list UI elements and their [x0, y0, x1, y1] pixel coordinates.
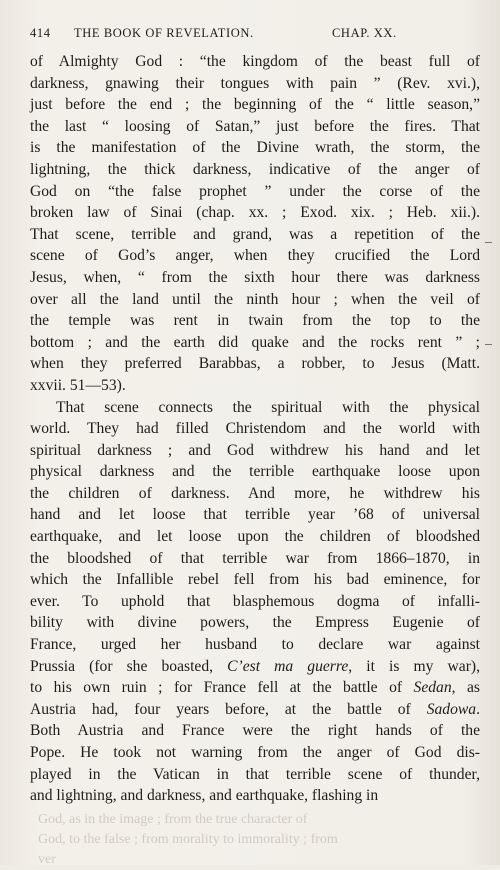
text-line: world. They had filled Christendom and the world with: [30, 420, 480, 438]
text-line: is the manifestation of the Divine wrath, the storm, the: [30, 139, 480, 157]
show-through-text: [38, 810, 458, 870]
show-through-line: ver: [38, 852, 56, 867]
text-line: when they preferred Barabbas, a robber, to Jesus (Matt.: [30, 355, 480, 373]
text-line: ever. To uphold that blasphemous dogma of infalli-: [30, 592, 480, 610]
text-line: lightning, the thick darkness, indicative of the anger of: [30, 160, 480, 178]
chapter-label: CHAP. XX.: [332, 26, 397, 40]
text-line: broken law of Sinai (chap. xx. ; Exod. xix. ; Heb. xii.).: [30, 204, 480, 222]
text-line: played in the Vatican in that terrible scene of thunder,: [30, 765, 480, 783]
page-body-text: [30, 51, 480, 807]
text-line: Pope. He took not warning from the anger of God dis-: [30, 744, 480, 761]
text-line: and lightning, and darkness, and earthquake, flashing in: [30, 787, 379, 805]
text-line: the children of darkness. And more, he withdrew his: [30, 484, 480, 502]
text-line: bility with divine powers, the Empress Eugenie of: [30, 614, 480, 632]
text-line: physical darkness and the terrible earthquake loose upon: [30, 463, 480, 481]
text-line: France, urged her husband to declare war against: [30, 636, 480, 654]
text-line: spiritual darkness ; and God withdrew his hand and let: [30, 441, 480, 459]
text-line: darkness, gnawing their tongues with pain ” (Rev. xvi.),: [30, 74, 480, 92]
running-header: [30, 26, 470, 44]
text-line: which the Infallible rebel fell from his bad eminence, for: [30, 571, 480, 589]
text-line: the temple was rent in twain from the top to the: [30, 312, 480, 330]
text-line: Austria had, four years before, at the battle of Sadowa.: [30, 700, 480, 718]
text-line: That scene connects the spiritual with the physical: [56, 398, 480, 416]
text-line: God on “the false prophet ” under the corse of the: [30, 182, 480, 200]
text-line: the bloodshed of that terrible war from 1866–1870, in: [30, 549, 480, 567]
paragraph: [30, 51, 480, 397]
text-line: Jesus, when, “ from the sixth hour there was darkness: [30, 268, 480, 286]
text-line: xxvii. 51—53).: [30, 376, 126, 394]
text-line: of Almighty God : “the kingdom of the beast full of: [30, 53, 480, 70]
show-through-line: God, as in the image ; from the true character of: [38, 812, 308, 827]
paragraph: [30, 397, 480, 807]
text-line: bottom ; and the earth did quake and the rocks rent ” ;: [30, 333, 480, 351]
book-title: THE BOOK OF REVELATION.: [74, 26, 254, 40]
margin-mark: [485, 242, 492, 243]
text-line: the last “ loosing of Satan,” just before the fires. That: [30, 117, 480, 135]
text-line: over all the land until the ninth hour ; when the veil of: [30, 290, 480, 308]
text-line: hand and let loose that terrible year ’68 of universal: [30, 506, 480, 524]
text-line: scene of God’s anger, when they crucified the Lord: [30, 247, 480, 265]
text-line: earthquake, and let loose upon the children of bloodshed: [30, 528, 480, 546]
text-line: just before the end ; the beginning of the “ little season,”: [30, 96, 480, 114]
text-line: to his own ruin ; for France fell at the battle of Sedan, as: [30, 679, 480, 697]
page-number: 414: [30, 26, 51, 40]
text-line: Both Austria and France were the right hands of the: [30, 722, 480, 740]
text-line: That scene, terrible and grand, was a repetition of the: [30, 225, 480, 243]
text-line: Prussia (for she boasted, C’est ma guerre, it is my war),: [30, 657, 481, 675]
margin-mark: [485, 344, 492, 345]
show-through-line: God, to the false ; from morality to immorality ; from: [38, 832, 338, 847]
